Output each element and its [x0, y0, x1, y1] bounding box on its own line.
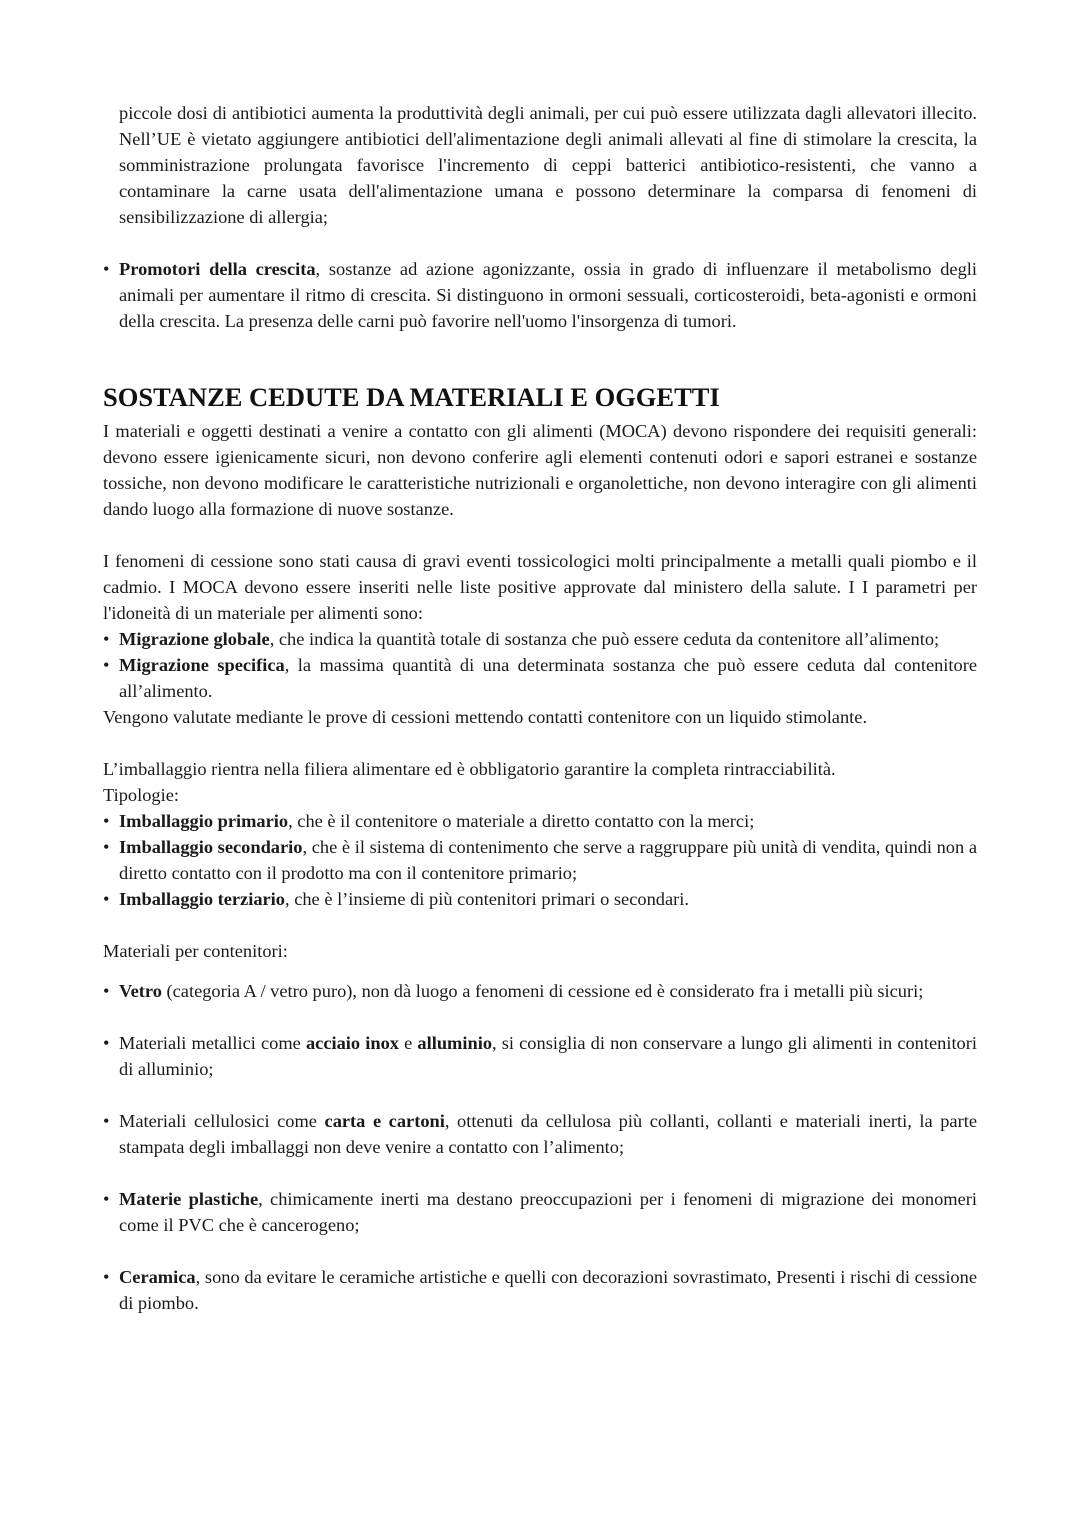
- text-metallici-mid: e: [398, 1033, 418, 1053]
- term-acciaio-inox: acciaio inox: [305, 1033, 399, 1053]
- document-page: [103, 100, 977, 1316]
- moca-paragraph: I materiali e oggetti destinati a venire a contatto con gli alimenti (MOCA) devono rispondere dei requisiti generali: devono essere igienicamente sicuri, non devono conferire agli elementi contenuti odori e sapori estranei e sostanze tossiche, non devono modificare le caratteristiche nutrizionali e organolettiche, non devono interagire con gli alimenti dando luogo alla formazione di nuove sostanze.: [103, 421, 977, 519]
- term-imballaggio-secondario: Imballaggio secondario: [119, 837, 303, 857]
- text-migrazione-specifica: , la massima quantità di una determinata sostanza che può essere ceduta dal contenitore all’alimento.: [119, 655, 978, 701]
- list-item-metallici: [103, 1030, 977, 1082]
- materiali-list: [103, 978, 977, 1004]
- list-item-ceramica: [103, 1264, 977, 1316]
- text-vetro: (categoria A / vetro puro), non dà luogo a fenomeni di cessione ed è considerato fra i metalli più sicuri;: [161, 981, 924, 1001]
- text-plastiche: , chimicamente inerti ma destano preoccupazioni per i fenomeni di migrazione dei monomeri come il PVC che è cancerogeno;: [119, 1189, 977, 1235]
- list-item-promotori: [103, 256, 977, 334]
- list-item-vetro: [103, 978, 977, 1004]
- text-promotori: , sostanze ad azione agonizzante, ossia in grado di influenzare il metabolismo degli animali per aumentare il ritmo di crescita. Si distinguono in ormoni sessuali, corticosteroidi, beta-agonisti e ormoni della crescita. La presenza delle carni può favorire nell'uomo l'insorgenza di tumori.: [119, 259, 977, 331]
- list-item-plastiche: [103, 1186, 977, 1238]
- term-migrazione-specifica: Migrazione specifica: [119, 655, 285, 675]
- promotori-list: [103, 256, 977, 334]
- term-vetro: Vetro: [119, 981, 162, 1001]
- section-title: SOSTANZE CEDUTE DA MATERIALI E OGGETTI: [103, 382, 720, 412]
- text-imballaggio-secondario: , che è il sistema di contenimento che serve a raggruppare più unità di vendita, quindi non a diretto contatto con il prodotto ma con il contenitore primario;: [119, 837, 978, 883]
- text-metallici: , si consiglia di non conservare a lungo gli alimenti in contenitori di alluminio;: [119, 1033, 977, 1079]
- imballaggi-list: [103, 808, 977, 912]
- text-imballaggio-terziario: , che è l’insieme di più contenitori primari o secondari.: [285, 889, 689, 909]
- term-migrazione-globale: Migrazione globale: [119, 629, 270, 649]
- materiali-list-cellulosici: [103, 1108, 977, 1160]
- term-ceramica: Ceramica: [119, 1267, 196, 1287]
- list-item-imballaggio-primario: [103, 808, 977, 834]
- imballaggio-paragraph: L’imballaggio rientra nella filiera alimentare ed è obbligatorio garantire la completa rintracciabilità.: [103, 759, 836, 779]
- list-item-cellulosici: [103, 1108, 977, 1160]
- cessione-paragraph: I fenomeni di cessione sono stati causa di gravi eventi tossicologici molti principalmente a metalli quali piombo e il cadmio. I MOCA devono essere inseriti nelle liste positive approvate dal ministero della salute. I I parametri per l'idoneità di un materiale per alimenti sono:: [103, 551, 977, 623]
- materiali-list-ceramica: [103, 1264, 977, 1316]
- text-cellulosici-pre: Materiali cellulosici come: [119, 1111, 325, 1131]
- term-materie-plastiche: Materie plastiche: [119, 1189, 259, 1209]
- term-promotori: Promotori della crescita: [119, 259, 316, 279]
- tipologie-label: Tipologie:: [103, 785, 179, 805]
- text-imballaggio-primario: , che è il contenitore o materiale a diretto contatto con la merci;: [288, 811, 755, 831]
- list-item-migrazione-globale: [103, 626, 977, 652]
- intro-paragraph: piccole dosi di antibiotici aumenta la produttività degli animali, per cui può essere utilizzata dagli allevatori illecito. Nell’UE è vietato aggiungere antibiotici dell'alimentazione degli animali allevati al fine di stimolare la crescita, la somministrazione prolungata favorisce l'incremento di ceppi batterici antibiotico-resistenti, che vanno a contaminare la carne usata dell'alimentazione umana e possono determinare la comparsa di fenomeni di sensibilizzazione di allergia;: [119, 103, 977, 227]
- text-ceramica: , sono da evitare le ceramiche artistiche e quelli con decorazioni sovrastimato, Presenti i rischi di cessione di piombo.: [119, 1267, 977, 1313]
- list-item-imballaggio-secondario: [103, 834, 977, 886]
- text-migrazione-globale: , che indica la quantità totale di sostanza che può essere ceduta da contenitore all’alimento;: [269, 629, 940, 649]
- text-cellulosici: , ottenuti da cellulosa più collanti, collanti e materiali inerti, la parte stampata degli imballaggi non deve venire a contatto con l’alimento;: [119, 1111, 977, 1157]
- list-item-migrazione-specifica: [103, 652, 977, 704]
- materiali-list-metallici: [103, 1030, 977, 1082]
- term-imballaggio-primario: Imballaggio primario: [119, 811, 289, 831]
- materiali-list-plastiche: [103, 1186, 977, 1238]
- migrazione-list: [103, 626, 977, 704]
- term-carta-cartoni: carta e cartoni: [324, 1111, 445, 1131]
- prove-paragraph: Vengono valutate mediante le prove di cessioni mettendo contatti contenitore con un liquido stimolante.: [103, 707, 868, 727]
- term-alluminio: alluminio: [417, 1033, 493, 1053]
- list-item-imballaggio-terziario: [103, 886, 977, 912]
- text-metallici-pre: Materiali metallici come: [119, 1033, 306, 1053]
- term-imballaggio-terziario: Imballaggio terziario: [119, 889, 285, 909]
- materiali-label: Materiali per contenitori:: [103, 941, 288, 961]
